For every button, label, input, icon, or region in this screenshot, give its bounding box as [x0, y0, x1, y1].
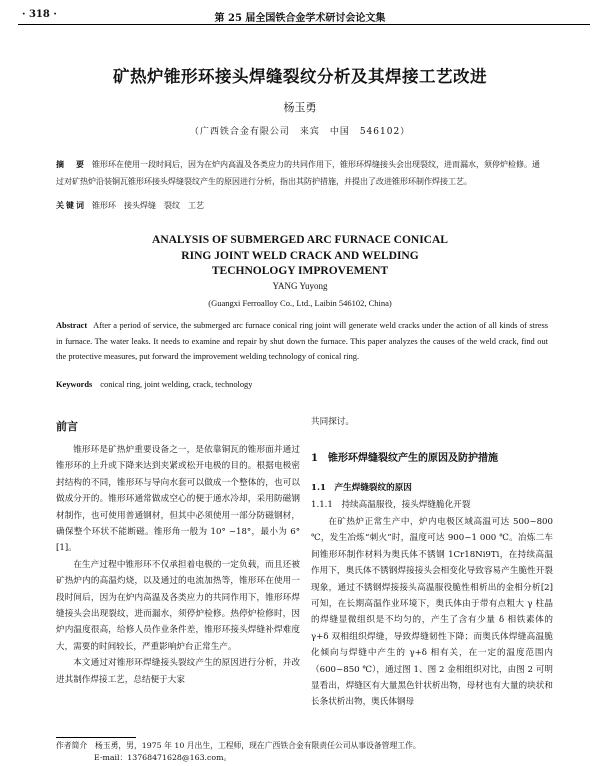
subsection-1-1-heading: 1.1 产生焊缝裂纹的原因	[311, 483, 412, 493]
section-1-heading: 1 锥形环焊缝裂纹产生的原因及防护措施	[311, 453, 498, 464]
english-keywords-text: conical ring, joint welding, crack, technology	[100, 380, 253, 389]
english-title	[60, 233, 540, 280]
footnote-rule	[56, 737, 136, 738]
footnote-email: E-mail：13768471628@163.com。	[94, 753, 232, 762]
chinese-keywords	[56, 200, 544, 211]
header-rule	[18, 24, 590, 25]
english-title-line: RING JOINT WELD CRACK AND WELDING	[181, 249, 419, 262]
right-column-intro: 共同探讨。	[311, 417, 354, 427]
chinese-affiliation: （广西铁合金有限公司 来宾 中国 546102）	[189, 127, 411, 137]
chinese-abstract-text: 锥形环在使用一段时间后，因为在炉内高温及各类应力的共同作用下，锥形环焊缝接头会出现裂纹，进而漏水，须停炉检修。通过对矿热炉沿装铜瓦锥形环接头焊缝裂纹产生的原因进行分析，指出其防护措施，并提出了改进锥形环制作焊接工艺。	[56, 160, 540, 186]
conference-header: 第 25 届全国铁合金学术研讨会论文集	[214, 13, 386, 24]
body-paragraph: 在生产过程中锥形环不仅承担着电极的一定负载，而且还被矿热炉内的高温灼烧，以及通过的电流加热等，锥形环在使用一段时间后，因为在炉内高温及各类应力的共同作用下，锥形环焊缝接头会出现裂纹，进而漏水，须停炉检修。热停炉检修时，因炉内温度很高，给修人员作业条件差，锥形环接头焊缝补焊难度大，需要的时间较长，严重影响炉台正常生产。	[56, 559, 300, 652]
footnote-line: 作者简介 杨玉勇，男，1975 年 10 月出生，工程师，现在广西铁合金有限责任公司从事设备管理工作。	[56, 741, 421, 750]
chinese-keywords-label: 关键词	[56, 200, 86, 210]
english-title-line: TECHNOLOGY IMPROVEMENT	[211, 265, 389, 277]
author-footnote	[56, 740, 556, 764]
english-affiliation: (Guangxi Ferroalloy Co., Ltd., Laibin 546102, China)	[208, 298, 392, 308]
english-author: YANG Yuyong	[272, 281, 328, 291]
chinese-author: 杨玉勇	[283, 101, 317, 114]
english-abstract	[56, 318, 548, 365]
english-keywords	[56, 380, 544, 389]
subsection-1-1-1-heading: 1.1.1 持续高温服役，接头焊缝脆化开裂	[311, 500, 471, 510]
chinese-keywords-text: 锥形环 接头焊缝 裂纹 工艺	[92, 201, 204, 210]
body-paragraph: 在矿热炉正常生产中，炉内电极区域高温可达 500~800 ℃，发生冶炼“刺火”时，温度可达 900~1 000 ℃。冶炼二车间锥形环制作材料为奥氏体不锈钢 1Cr18Ni9Ti，在持续高温作用下，奥氏体不锈钢焊接接头会相变化导致容易产生脆性开裂现象，通过不锈钢焊接接头高温服役脆性相析出的金相分析[2]可知，在长期高温作业环境下，奥氏体由于带有点粗大 γ 柱晶的焊缝显微组织是不均匀的，产生了含有少量 δ 相铁素体的 γ+δ 双相组织焊缝，导致焊缝韧性下降；而奥氏体焊缝高温脆化倾向与焊缝中产生的 γ+δ 相有关，在一定的温度范围内（600~850 ℃），通过图 1、图 2 金相组织对比，由图 2 可明显看出，焊缝区有大量黑色针状析出物，母材也有大量的块状和长条状析出物，奥氏体钢母	[311, 517, 553, 708]
english-keywords-label: Keywords	[56, 380, 93, 389]
english-abstract-text: After a period of service, the submerged arc furnace conical ring joint will generate weld cracks under the action of all kinds of stress in furnace. The water leaks. It needs to examine and repair by shut down the furnace. This paper analyzes the causes of the weld crack, find out the protective measures, put forward the improvement welding technology of conical ring.	[56, 321, 548, 361]
english-abstract-label: Abstract	[56, 321, 88, 330]
chinese-title: 矿热炉锥形环接头焊缝裂纹分析及其焊接工艺改进	[113, 67, 487, 86]
page-number: · 318 ·	[22, 9, 57, 20]
preface-body	[56, 442, 300, 688]
preface-heading: 前言	[56, 420, 78, 433]
body-paragraph: 锥形环是矿热炉重要设备之一，是依靠铜瓦的锥形面并通过锥形环的上升或下降来达到夹紧或松开电极的目的。根据电极密封结构的不同，锥形环与导向水套可以做成一个整体的，也可以做成分开的。锥形环通常做成空心的便于通水冷却，采用防磁钢材制作，也可使用普通钢材，但其中必须使用一部分防磁钢材，确保整个环状不能断磁。锥形角一般为 10° ~18°，最小为 6° [1]。	[56, 445, 300, 554]
chinese-abstract-label: 摘 要	[56, 159, 86, 169]
english-title-line: ANALYSIS OF SUBMERGED ARC FURNACE CONICAL	[152, 234, 448, 246]
right-column-body	[311, 514, 553, 711]
body-paragraph: 本文通过对锥形环焊缝接头裂纹产生的原因进行分析，并改进其制作焊接工艺，总结便于大家	[56, 658, 300, 685]
chinese-abstract	[56, 156, 544, 190]
